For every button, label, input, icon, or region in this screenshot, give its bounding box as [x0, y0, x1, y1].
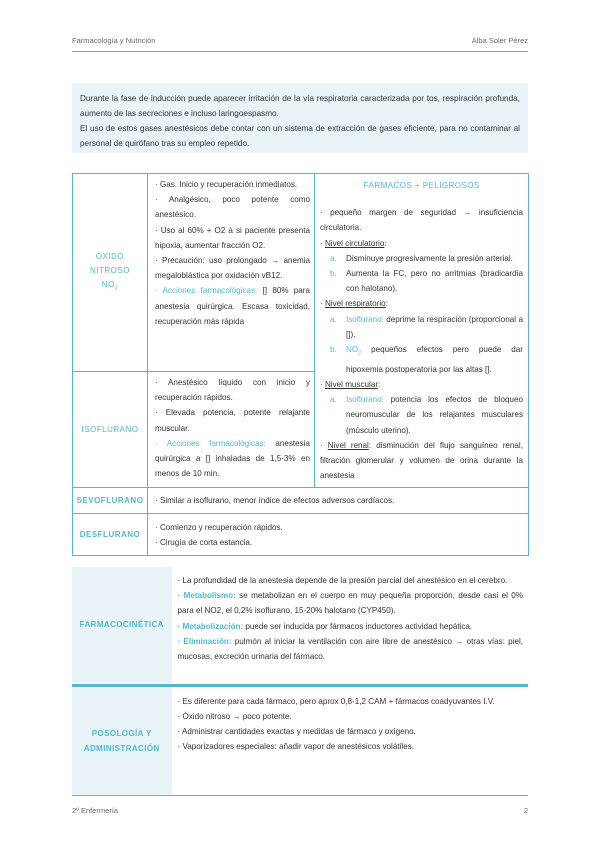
item-body: deprime la respiración (proporcional a []). — [346, 314, 523, 339]
bullet: · — [320, 380, 325, 390]
metabolizacion-label: · Metabolización: — [177, 621, 244, 631]
header-subject: Farmacología y Nutrición — [72, 36, 156, 45]
list-item: · Cirugía de corta estancia. — [155, 538, 253, 547]
label-line: ÓXIDO — [95, 251, 125, 261]
list-item: · Uso al 60% + O2 à si paciente presenta hipoxia, aumentar fracción O2. — [155, 225, 310, 250]
isoflurano-label: ISOFLURANO — [73, 372, 148, 488]
list-item: · La profundidad de la anestesia depende de la presión parcial del anestésico en el cerebro. — [177, 576, 508, 585]
table-row — [73, 514, 529, 556]
list-item — [155, 283, 310, 329]
header-author: Alba Soler Pérez — [471, 36, 528, 45]
footer-course: 2º Enfermería — [72, 806, 119, 815]
label-line: POSOLOGÍA Y — [91, 729, 152, 739]
label-line: ADMINISTRACIÓN — [83, 744, 160, 754]
label-sub: 2 — [114, 285, 119, 292]
gases-table — [72, 173, 529, 556]
desflurano-info — [148, 514, 529, 556]
nivel-muscular-heading — [320, 377, 523, 392]
metabolismo-label: · Metabolismo: — [177, 591, 236, 601]
bullet: · — [320, 440, 328, 450]
sevoflurano-info — [148, 488, 529, 514]
nivel-renal — [320, 438, 523, 484]
eliminacion-label: · Eliminación: — [177, 636, 232, 646]
list-item: · Administrar cantidades exactas y medidas de fármaco y oxígeno. — [177, 726, 416, 736]
eliminacion-text: pulmón al iniciar la ventilación con aire libre de anestésico → otras vías: piel, mucosas, excreción urinaria del fármaco. — [177, 636, 523, 662]
list-item: · Óxido nitroso → poco potente. — [177, 711, 292, 721]
heading-text: Nivel circulatorio — [324, 238, 385, 248]
acciones-text: [] 80% para anestesia quirúrgica. Escasa toxicidad, recuperación más rápida — [155, 286, 310, 326]
colon: : — [385, 299, 388, 309]
drug-name: Isoflurano: — [346, 395, 384, 405]
list-item: · Analgésico, poco potente como anestésico. — [155, 195, 310, 220]
drug-name: NO — [346, 345, 359, 355]
acciones-label: · Acciones farmacológicas: — [155, 286, 258, 296]
intro-paragraph-1: Durante la fase de inducción puede aparecer irritación de la vía respiratoria caracterizada por tos, respiración profunda, aumento de las secreciones e incluso laringoespasmo. — [80, 94, 520, 118]
acciones-text: anestesia quirúrgica a [] inhaladas de 1,5-3% en menos de 10 min. — [155, 438, 310, 479]
table-row — [72, 567, 528, 683]
list-item: · Gas. Inicio y recuperación inmediatos. — [155, 180, 298, 189]
colon: : — [384, 238, 387, 248]
list-item: · pequeño margen de seguridad → insuficiencia circulatoria. — [320, 208, 523, 233]
peligros-title: FÁRMACOS + PELIGROSOS — [363, 181, 480, 190]
table-row — [72, 687, 528, 795]
sevoflurano-label: SEVOFLURANO — [73, 488, 148, 514]
farmacos-peligrosos-cell — [315, 174, 529, 488]
list-item: · Similar a isoflurano, menor índice de efectos adversos cardíacos. — [155, 496, 395, 506]
table-row — [73, 488, 529, 514]
marker: a. — [330, 395, 337, 405]
list-item — [320, 392, 523, 438]
bullet: · — [320, 238, 325, 248]
list-item — [178, 634, 524, 664]
marker: a. — [330, 253, 337, 263]
drug-name: Isoflurano: — [346, 314, 384, 324]
list-item — [155, 436, 310, 482]
marker: a. — [330, 314, 337, 324]
metabolizacion-text: puede ser inducida por fármacos inductores actividad hepática. — [243, 621, 473, 631]
header-rule — [72, 51, 528, 52]
list-item: · Es diferente para cada fármaco, pero aprox 0,8-1,2 CAM + fármacos coadyuvantes I.V. — [177, 696, 495, 706]
drug-sub: 2 — [358, 350, 362, 357]
item-text — [346, 312, 523, 342]
list-item — [320, 266, 523, 296]
table-row — [73, 174, 529, 372]
list-item — [320, 251, 523, 266]
farmacocinetica-label: FARMACOCINÉTICA — [72, 567, 172, 683]
oxido-nitroso-label — [73, 174, 148, 372]
farmacocinetica-table — [72, 567, 528, 795]
list-item: · Anestésico líquido con inicio y recuperación rápidos. — [155, 378, 310, 403]
footer-rule — [72, 795, 528, 796]
list-item — [320, 342, 523, 377]
heading-text: Nivel respiratorio — [324, 299, 386, 309]
label-line — [74, 278, 146, 296]
label-text: NO — [101, 279, 115, 289]
desflurano-label: DESFLURANO — [73, 514, 148, 556]
heading-text: Nivel muscular — [324, 380, 379, 390]
list-item: · Comienzo y recuperación rápidos. — [155, 522, 283, 532]
list-item: · Precaución: uso prolongado → anemia megaloblástica por oxidación vB12. — [155, 256, 310, 281]
intro-box — [72, 83, 528, 153]
marker: b. — [330, 269, 337, 279]
metabolismo-text: se metabolizan en el cuerpo en muy pequeña proporción, desde casi el 0% para el NO2, el 0,2% isoflurano, 15-20% halotano (CYP450). — [177, 591, 523, 616]
nivel-circulatorio-heading — [320, 236, 523, 251]
farmacocinetica-info — [172, 567, 528, 683]
list-item: · Vaporizadores especiales: añadir vapor de anestésicos volátiles. — [177, 742, 414, 752]
marker: b. — [330, 345, 337, 355]
nivel-respiratorio-heading — [320, 296, 523, 311]
intro-paragraph-2: El uso de estos gases anestésicos debe contar con un sistema de extracción de gases eficiente, para no contaminar al personal de quirófano tras su empleo repetido. — [80, 124, 520, 148]
heading-text: Nivel renal — [327, 440, 369, 450]
renal-text: : disminución del flujo sanguíneo renal, filtración glomerular y volumen de orina durante la anestesia — [320, 440, 523, 481]
label-line: NITROSO — [90, 265, 130, 275]
item-text: Disminuye progresivamente la presión arterial. — [346, 253, 513, 263]
item-body: pequeños efectos pero puede dar hipoxemia postoperatoria por las altas []. — [346, 345, 523, 374]
posologia-info — [172, 687, 528, 795]
posologia-label — [72, 687, 172, 795]
isoflurano-info — [148, 372, 315, 488]
item-text: Aumenta la FC, pero no arritmias (bradicardia con halotano). — [346, 269, 523, 294]
item-text — [346, 342, 523, 377]
list-item — [320, 312, 523, 342]
page-number: 2 — [523, 806, 528, 815]
item-text — [346, 392, 523, 438]
acciones-label: · Acciones farmacológicas: — [155, 438, 266, 448]
bullet: · — [320, 299, 325, 309]
list-item: · Elevada potencia, potente relajante muscular. — [155, 408, 310, 433]
item-body: potencia los efectos de bloqueo neuromuscular de los relajantes musculares (músculo uterino). — [346, 395, 523, 435]
list-item — [178, 619, 524, 634]
oxido-nitroso-info — [148, 174, 315, 372]
list-item — [178, 588, 524, 618]
colon: : — [378, 380, 381, 390]
